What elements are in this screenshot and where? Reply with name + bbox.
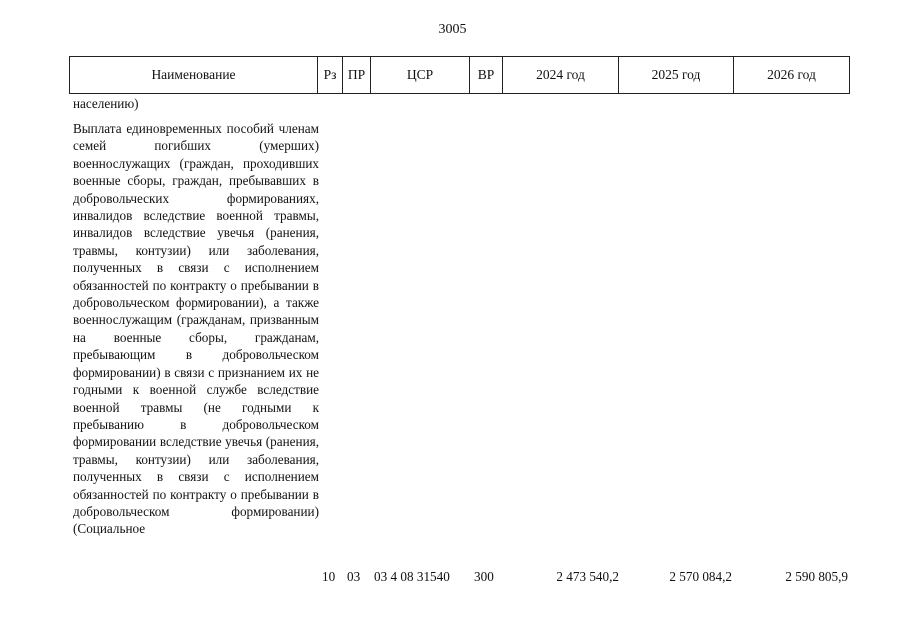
continued-text: населению)	[73, 96, 139, 111]
row-csr: 03 4 08 31540	[374, 569, 450, 584]
row-name: Выплата единовременных пособий членам семей погибших (умерших) военнослужащих (граждан, проходивших военные сборы, граждан, пребывавших в добровольческих формированиях, инвалидов вследствие военной травмы, инвалидов вследствие увечья (ранения, травмы, контузии) или заболевания, полученных в связи с исполнением обязанностей по контракту о пребывании в добровольческом формировании), а также военнослужащим (гражданам, призванным на военные сборы, гражданам, пребывающим в добровольческом формировании) в связи с признанием их не годными к военной службе вследствие военной травмы (не годными к пребыванию в добровольческом формировании вследствие увечья (ранения, травмы, контузии) или заболевания, полученных в связи с исполнением обязанностей по контракту о пребывании в добровольческом формировании) (Социальное	[73, 121, 319, 537]
header-rz: Рз	[318, 57, 343, 93]
header-2024: 2024 год	[503, 57, 619, 93]
header-name: Наименование	[70, 57, 318, 93]
row-rz: 10	[322, 569, 336, 584]
row-2024: 2 473 540,2	[556, 569, 619, 584]
header-csr: ЦСР	[371, 57, 470, 93]
row-vr: 300	[474, 569, 494, 584]
header-2025: 2025 год	[619, 57, 734, 93]
header-vr: ВР	[470, 57, 503, 93]
page-number: 3005	[438, 22, 467, 37]
row-2025: 2 570 084,2	[669, 569, 732, 584]
row-2026: 2 590 805,9	[785, 569, 848, 584]
row-pr: 03	[347, 569, 361, 584]
header-pr: ПР	[343, 57, 371, 93]
table-header	[69, 56, 850, 94]
header-2026: 2026 год	[767, 67, 816, 82]
